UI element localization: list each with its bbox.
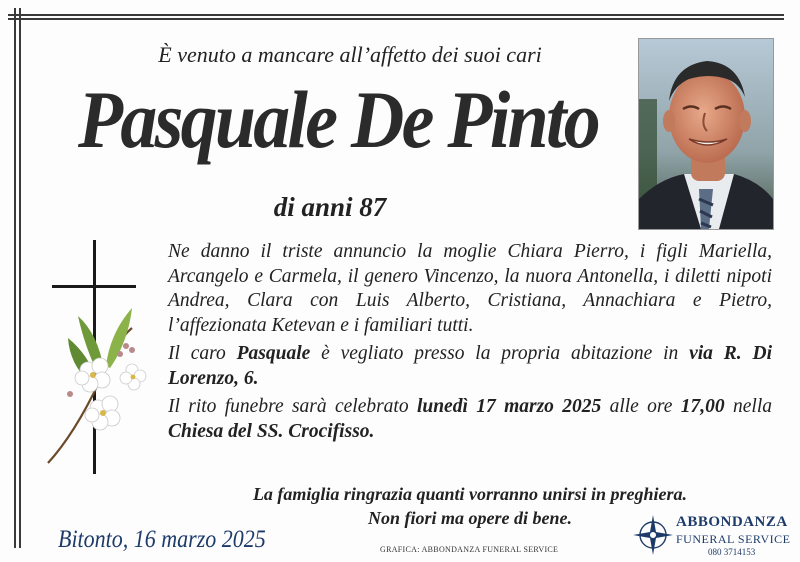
- cross-with-flower-icon: [40, 238, 150, 478]
- place-and-date: Bitonto, 16 marzo 2025: [58, 526, 266, 553]
- border-top-outer: [8, 14, 784, 16]
- wake-address: via R. Di Lorenzo, 6.: [168, 343, 772, 389]
- rite-time: 17,00: [680, 396, 725, 417]
- rite-connector: nella: [724, 396, 772, 417]
- intro-line: È venuto a mancare all’affetto dei suoi cari: [158, 42, 542, 67]
- logo-subtitle: FUNERAL SERVICE: [676, 532, 791, 546]
- border-top-inner: [8, 18, 784, 20]
- border-left-outer: [14, 8, 16, 548]
- logo-name: ABBONDANZA: [676, 514, 788, 530]
- wake-name: Pasquale: [236, 343, 311, 364]
- deceased-age: di anni 87: [273, 192, 387, 222]
- rite-paragraph: [168, 395, 772, 444]
- wake-paragraph: [168, 342, 772, 391]
- rite-prefix: Il rito funebre sarà celebrato: [168, 396, 417, 417]
- rite-date: lunedì 17 marzo 2025: [416, 396, 602, 417]
- no-flowers-line: Non fiori ma opere di bene.: [368, 508, 572, 528]
- thanks-line: La famiglia ringrazia quanti vorranno unirsi in preghiera.: [252, 484, 688, 504]
- wake-middle: è vegliato presso la propria abitazione in: [310, 343, 690, 364]
- border-left-inner: [19, 8, 21, 548]
- graphics-credit: GRAFICA: ABBONDANZA FUNERAL SERVICE: [380, 545, 559, 554]
- rite-place: Chiesa del SS. Crocifisso.: [168, 420, 375, 442]
- funeral-service-logo: [632, 512, 792, 560]
- portrait-photo: [638, 38, 774, 230]
- logo-phone: 080 3714153: [708, 547, 756, 557]
- notice-body: [168, 240, 772, 448]
- rite-middle: alle ore: [601, 396, 681, 417]
- deceased-name: Pasquale De Pinto: [78, 74, 598, 165]
- compass-star-icon: [632, 514, 674, 556]
- wake-prefix: Il caro: [168, 343, 237, 364]
- family-paragraph: Ne danno il triste annuncio la moglie Chiara Pierro, i figli Mariella, Arcangelo e Carmela, il genero Vincenzo, la nuora Antonella, i diletti nipoti Andrea, Clara con Luis Alberto, Cristiana, Annachiara e Pietro, l’affezionata Ketevan e i familiari tutti.: [168, 241, 772, 336]
